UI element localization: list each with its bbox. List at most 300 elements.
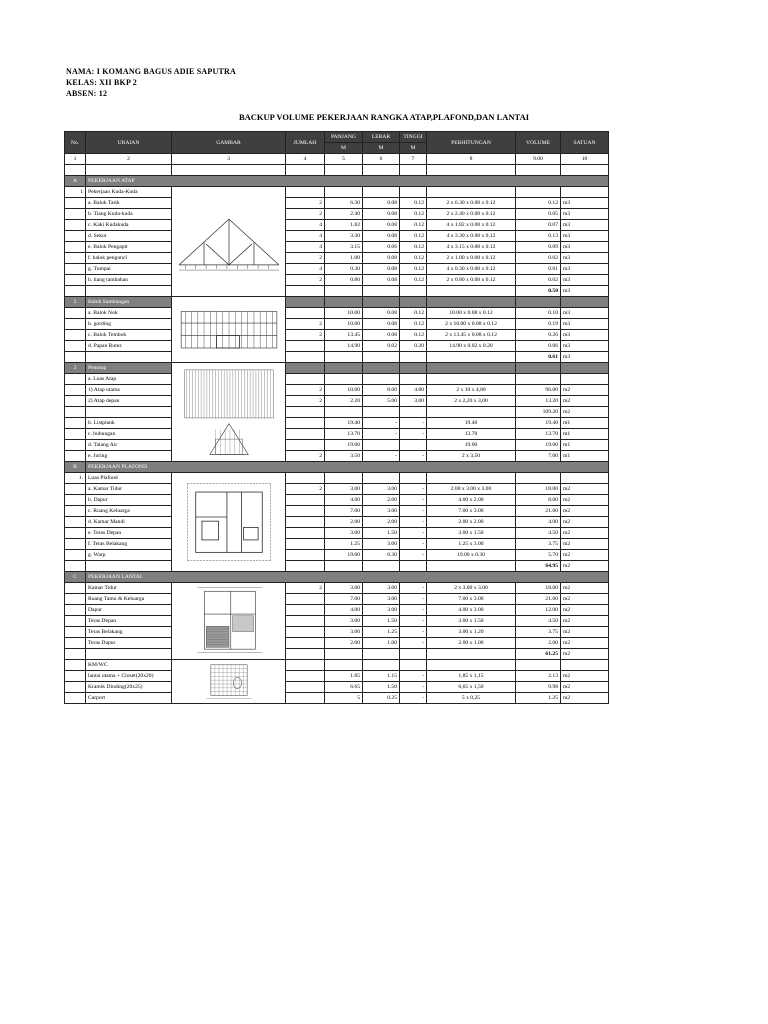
table-row — [65, 374, 609, 385]
row-volume: 18.00 — [516, 583, 561, 594]
row-satuan: m3 — [561, 253, 609, 264]
row-jumlah: 2 — [286, 385, 325, 396]
row-lebar: 1.50 — [363, 616, 400, 627]
table-row — [65, 264, 609, 275]
row-satuan: m3 — [561, 330, 609, 341]
row-no — [65, 418, 86, 429]
row-lebar: 8.00 — [363, 385, 400, 396]
row-satuan: m3 — [561, 242, 609, 253]
row-volume: 4.00 — [516, 517, 561, 528]
row-no — [65, 517, 86, 528]
row-jumlah — [286, 528, 325, 539]
empty-cell — [400, 187, 427, 198]
row-lebar: 0.08 — [363, 319, 400, 330]
subtotal-row — [65, 286, 609, 297]
row-tinggi: 0.20 — [400, 341, 427, 352]
empty-cell — [561, 165, 609, 176]
row-no — [65, 275, 86, 286]
row-panjang: 3.15 — [325, 242, 363, 253]
row-uraian: b. gording — [86, 319, 172, 330]
row-tinggi: - — [400, 638, 427, 649]
row-lebar: 1.50 — [363, 682, 400, 693]
row-jumlah — [286, 418, 325, 429]
row-perhitungan: 19.00 — [427, 440, 516, 451]
row-satuan: m1 — [561, 418, 609, 429]
table-row — [65, 418, 609, 429]
col-number: 10 — [561, 154, 609, 165]
row-lebar: 3.00 — [363, 484, 400, 495]
row-lebar: 0.08 — [363, 253, 400, 264]
empty-cell — [325, 286, 363, 297]
row-jumlah — [286, 638, 325, 649]
row-uraian: lantai utama + Closet(20x20) — [86, 671, 172, 682]
row-satuan — [561, 660, 609, 671]
row-tinggi: 0.12 — [400, 330, 427, 341]
row-no — [65, 605, 86, 616]
row-tinggi: 0.12 — [400, 209, 427, 220]
row-perhitungan: 7.00 x 3.00 — [427, 594, 516, 605]
row-lebar: 0.02 — [363, 341, 400, 352]
table-row — [65, 429, 609, 440]
row-volume: 0.01 — [516, 264, 561, 275]
row-no — [65, 374, 86, 385]
row-satuan: m3 — [561, 319, 609, 330]
row-perhitungan: 2 x 2.40 x 0.08 x 0.12 — [427, 209, 516, 220]
empty-cell — [516, 473, 561, 484]
empty-cell — [325, 165, 363, 176]
row-tinggi: 0.12 — [400, 253, 427, 264]
table-row — [65, 341, 609, 352]
row-jumlah — [286, 407, 325, 418]
row-perhitungan: 13.70 — [427, 429, 516, 440]
row-tinggi: - — [400, 671, 427, 682]
row-uraian: c. bubungan — [86, 429, 172, 440]
row-volume: 5.70 — [516, 550, 561, 561]
row-perhitungan: 19.00 x 0.30 — [427, 550, 516, 561]
row-panjang: 6.30 — [325, 198, 363, 209]
header-perhitungan: PERHITUNGAN — [427, 132, 516, 154]
row-jumlah: 2 — [286, 484, 325, 495]
row-satuan: m2 — [561, 638, 609, 649]
row-volume: 0.13 — [516, 231, 561, 242]
section-code: B — [65, 462, 86, 473]
row-uraian: b. Dapur — [86, 495, 172, 506]
row-perhitungan: 6,65 x 1,50 — [427, 682, 516, 693]
row-uraian: Carport — [86, 693, 172, 704]
col-number: 5 — [325, 154, 363, 165]
empty-cell — [400, 297, 427, 308]
table-row — [65, 550, 609, 561]
row-uraian: b. Listplank — [86, 418, 172, 429]
group-label: Balok Sambungan — [86, 297, 172, 308]
empty-cell — [427, 286, 516, 297]
row-tinggi: - — [400, 517, 427, 528]
row-panjang: 19.40 — [325, 418, 363, 429]
group-no: 3 — [65, 363, 86, 374]
row-volume — [516, 660, 561, 671]
row-satuan: m2 — [561, 539, 609, 550]
row-satuan: m2 — [561, 385, 609, 396]
row-perhitungan: 3.00 x 1.50 — [427, 528, 516, 539]
subtotal-satuan: m3 — [561, 352, 609, 363]
row-uraian: Teras Depan — [86, 616, 172, 627]
row-tinggi: 0.12 — [400, 231, 427, 242]
row-volume: 0.19 — [516, 319, 561, 330]
row-panjang: 3.00 — [325, 484, 363, 495]
row-uraian: Kramik Dinding(20x25) — [86, 682, 172, 693]
row-panjang: 7.00 — [325, 506, 363, 517]
row-perhitungan: 3.00 x 1.20 — [427, 627, 516, 638]
subtotal-row — [65, 561, 609, 572]
row-tinggi: - — [400, 682, 427, 693]
row-volume: 1.25 — [516, 693, 561, 704]
row-lebar: 0.08 — [363, 330, 400, 341]
row-panjang: 1.25 — [325, 539, 363, 550]
empty-cell — [286, 649, 325, 660]
empty-cell — [427, 649, 516, 660]
header-lebar: LEBAR — [363, 132, 400, 143]
empty-cell — [65, 352, 86, 363]
row-satuan: m2 — [561, 396, 609, 407]
row-jumlah — [286, 341, 325, 352]
row-panjang: 3.00 — [325, 627, 363, 638]
table-row — [65, 330, 609, 341]
row-lebar: 0.08 — [363, 220, 400, 231]
row-jumlah: 4 — [286, 220, 325, 231]
row-panjang: 10.00 — [325, 308, 363, 319]
row-satuan: m2 — [561, 671, 609, 682]
row-lebar: 0.08 — [363, 209, 400, 220]
header-unit-tinggi: M — [400, 143, 427, 154]
row-lebar: 0.06 — [363, 242, 400, 253]
row-uraian: a. Kamar Tidur — [86, 484, 172, 495]
row-perhitungan: 2 x 1.00 x 0.08 x 0.12 — [427, 253, 516, 264]
row-satuan: m3 — [561, 341, 609, 352]
empty-cell — [286, 165, 325, 176]
row-volume: 0.06 — [516, 341, 561, 352]
empty-cell — [325, 363, 363, 374]
row-satuan: m2 — [561, 616, 609, 627]
row-uraian: c. Balok Tembok — [86, 330, 172, 341]
row-tinggi — [400, 660, 427, 671]
empty-cell — [516, 297, 561, 308]
row-tinggi: 0.12 — [400, 308, 427, 319]
row-volume: 0.07 — [516, 220, 561, 231]
row-lebar: 1.25 — [363, 627, 400, 638]
table-row — [65, 440, 609, 451]
row-satuan: m2 — [561, 517, 609, 528]
table-row — [65, 275, 609, 286]
row-panjang: 2.00 — [325, 638, 363, 649]
table-row — [65, 605, 609, 616]
row-no — [65, 660, 86, 671]
row-volume: 3.75 — [516, 627, 561, 638]
row-uraian: 2) Atap depan — [86, 396, 172, 407]
col-number: 8 — [427, 154, 516, 165]
subtotal-satuan: m2 — [561, 649, 609, 660]
row-panjang: 10.00 — [325, 385, 363, 396]
table-row — [65, 385, 609, 396]
empty-cell — [363, 363, 400, 374]
floor-plan-drawing — [172, 583, 286, 660]
group-header — [65, 473, 609, 484]
row-perhitungan: 4.00 x 2.00 — [427, 495, 516, 506]
row-satuan: m1 — [561, 429, 609, 440]
row-tinggi: - — [400, 418, 427, 429]
empty-cell — [400, 286, 427, 297]
row-tinggi: - — [400, 627, 427, 638]
row-tinggi: 0.12 — [400, 220, 427, 231]
row-panjang: 13.70 — [325, 429, 363, 440]
empty-cell — [65, 561, 86, 572]
subtotal-volume: 64.95 — [516, 561, 561, 572]
row-lebar: 1.00 — [363, 638, 400, 649]
row-lebar — [363, 407, 400, 418]
row-satuan: m3 — [561, 275, 609, 286]
empty-cell — [400, 352, 427, 363]
row-panjang: 3.50 — [325, 451, 363, 462]
row-no — [65, 506, 86, 517]
row-perhitungan: 4 x 0.30 x 0.08 x 0.12 — [427, 264, 516, 275]
row-perhitungan — [427, 660, 516, 671]
row-tinggi: - — [400, 605, 427, 616]
empty-cell — [86, 561, 172, 572]
row-jumlah: 2 — [286, 275, 325, 286]
table-row — [65, 528, 609, 539]
row-perhitungan: 2 x 2,20 x 3,00 — [427, 396, 516, 407]
row-jumlah — [286, 550, 325, 561]
row-jumlah: 4 — [286, 231, 325, 242]
table-row — [65, 627, 609, 638]
row-uraian: e. Teras Depan — [86, 528, 172, 539]
empty-cell — [400, 649, 427, 660]
student-name: NAMA: I KOMANG BAGUS ADIE SAPUTRA — [66, 67, 236, 76]
row-satuan: m2 — [561, 594, 609, 605]
row-jumlah — [286, 539, 325, 550]
row-lebar: 0.25 — [363, 693, 400, 704]
table-row — [65, 407, 609, 418]
row-perhitungan: 7.00 x 3.00 — [427, 506, 516, 517]
empty-cell — [561, 297, 609, 308]
col-number: 1 — [65, 154, 86, 165]
row-volume: 0.02 — [516, 275, 561, 286]
row-panjang: 13.45 — [325, 330, 363, 341]
row-satuan: m1 — [561, 440, 609, 451]
row-tinggi: - — [400, 528, 427, 539]
header-unit-panjang: M — [325, 143, 363, 154]
empty-cell — [286, 352, 325, 363]
row-no — [65, 253, 86, 264]
col-number: 3 — [172, 154, 286, 165]
row-uraian: d. Talang Air — [86, 440, 172, 451]
row-panjang: 14.90 — [325, 341, 363, 352]
row-satuan: m3 — [561, 264, 609, 275]
row-perhitungan — [427, 374, 516, 385]
empty-cell — [427, 297, 516, 308]
row-jumlah — [286, 693, 325, 704]
table-row — [65, 495, 609, 506]
empty-cell — [286, 187, 325, 198]
row-panjang: 3.00 — [325, 616, 363, 627]
spacer-row — [65, 165, 609, 176]
row-satuan — [561, 374, 609, 385]
header-satuan: SATUAN — [561, 132, 609, 154]
empty-cell — [286, 363, 325, 374]
row-panjang: 5 — [325, 693, 363, 704]
row-no — [65, 539, 86, 550]
empty-cell — [65, 286, 86, 297]
row-tinggi: - — [400, 451, 427, 462]
row-no — [65, 638, 86, 649]
row-uraian: Teras Dapur — [86, 638, 172, 649]
row-satuan: m2 — [561, 506, 609, 517]
row-panjang: 1.85 — [325, 671, 363, 682]
table-row — [65, 319, 609, 330]
row-panjang: 4.00 — [325, 605, 363, 616]
row-lebar: 1.50 — [363, 528, 400, 539]
subtotal-volume: 0.61 — [516, 352, 561, 363]
table-row — [65, 682, 609, 693]
row-satuan: m2 — [561, 528, 609, 539]
row-uraian: g. Warp — [86, 550, 172, 561]
table-row — [65, 693, 609, 704]
empty-cell — [561, 187, 609, 198]
table-row — [65, 451, 609, 462]
row-tinggi: - — [400, 539, 427, 550]
row-panjang: 2.20 — [325, 396, 363, 407]
row-uraian: a. Balok Tarik — [86, 198, 172, 209]
row-jumlah: 2 — [286, 583, 325, 594]
group-header — [65, 363, 609, 374]
row-perhitungan: 14.90 x 0.02 x 0.20 — [427, 341, 516, 352]
row-panjang: 0.30 — [325, 264, 363, 275]
subtotal-satuan: m2 — [561, 561, 609, 572]
table-row — [65, 616, 609, 627]
bathroom-plan-drawing — [172, 660, 286, 704]
row-lebar: 0.30 — [363, 550, 400, 561]
empty-cell — [65, 165, 86, 176]
row-jumlah — [286, 671, 325, 682]
row-tinggi: - — [400, 616, 427, 627]
row-no — [65, 264, 86, 275]
row-lebar: 0.08 — [363, 198, 400, 209]
row-uraian: d. Papan Rutez — [86, 341, 172, 352]
empty-cell — [86, 165, 172, 176]
row-volume: 13.20 — [516, 396, 561, 407]
row-lebar: 3.00 — [363, 539, 400, 550]
row-lebar: 3.00 — [363, 594, 400, 605]
row-lebar: 0.08 — [363, 231, 400, 242]
row-no — [65, 319, 86, 330]
row-perhitungan: 10.00 x 0.08 x 0.12 — [427, 308, 516, 319]
empty-cell — [427, 187, 516, 198]
row-jumlah: 2 — [286, 319, 325, 330]
section-name: PEKERJAAN ATAP — [86, 176, 609, 187]
row-jumlah — [286, 495, 325, 506]
row-jumlah — [286, 429, 325, 440]
row-perhitungan: 2 x 10 x 4,80 — [427, 385, 516, 396]
row-lebar: 5.00 — [363, 396, 400, 407]
row-uraian: c. Kaki Kudakuda — [86, 220, 172, 231]
row-perhitungan: 4 x 3.30 x 0.08 x 0.12 — [427, 231, 516, 242]
table-row — [65, 506, 609, 517]
row-lebar: 3.00 — [363, 605, 400, 616]
row-uraian: b. Tiang Kuda-kuda — [86, 209, 172, 220]
row-jumlah — [286, 616, 325, 627]
row-volume: 0.26 — [516, 330, 561, 341]
section-header — [65, 462, 609, 473]
row-no — [65, 693, 86, 704]
row-lebar: 0.08 — [363, 308, 400, 319]
row-satuan: m2 — [561, 495, 609, 506]
row-uraian: f. Teras Belakang — [86, 539, 172, 550]
row-tinggi: - — [400, 495, 427, 506]
col-number: 6 — [363, 154, 400, 165]
empty-cell — [325, 352, 363, 363]
row-no — [65, 550, 86, 561]
empty-cell — [325, 649, 363, 660]
row-jumlah — [286, 682, 325, 693]
volume-table — [64, 131, 609, 704]
row-panjang: 19.00 — [325, 550, 363, 561]
row-panjang: 2.00 — [325, 517, 363, 528]
subtotal-volume: 61.25 — [516, 649, 561, 660]
row-perhitungan: 2 x 10.00 x 0.08 x 0.12 — [427, 319, 516, 330]
empty-cell — [400, 165, 427, 176]
row-volume: 0.05 — [516, 209, 561, 220]
row-uraian: a. Balok Nok — [86, 308, 172, 319]
row-volume: 0.12 — [516, 198, 561, 209]
row-panjang: 4.00 — [325, 495, 363, 506]
row-lebar: 3.00 — [363, 506, 400, 517]
section-header — [65, 572, 609, 583]
empty-cell — [427, 363, 516, 374]
table-row — [65, 231, 609, 242]
row-jumlah — [286, 605, 325, 616]
row-no — [65, 440, 86, 451]
table-row — [65, 671, 609, 682]
row-perhitungan: 2 x 3,50 — [427, 451, 516, 462]
subtotal-row — [65, 649, 609, 660]
row-perhitungan: 4 x 3.15 x 0.08 x 0.12 — [427, 242, 516, 253]
row-perhitungan: 1.25 x 3.00 — [427, 539, 516, 550]
empty-cell — [325, 187, 363, 198]
row-jumlah — [286, 594, 325, 605]
table-row — [65, 220, 609, 231]
row-uraian: Kamar Tidur — [86, 583, 172, 594]
row-tinggi: - — [400, 429, 427, 440]
row-lebar: 2.00 — [363, 495, 400, 506]
row-tinggi: 0.12 — [400, 242, 427, 253]
header-unit-lebar: M — [363, 143, 400, 154]
ceiling-plan-drawing — [172, 473, 286, 572]
row-volume: 4.50 — [516, 528, 561, 539]
row-jumlah: 2 — [286, 451, 325, 462]
row-volume: 3.75 — [516, 539, 561, 550]
section-name: PEKERJAAN LANTAI — [86, 572, 609, 583]
row-tinggi: 0.12 — [400, 264, 427, 275]
row-perhitungan: 2.00 x 3.00 x 3.00 — [427, 484, 516, 495]
row-perhitungan: 5 x 0,25 — [427, 693, 516, 704]
row-volume: 9.98 — [516, 682, 561, 693]
empty-cell — [363, 561, 400, 572]
section-header — [65, 176, 609, 187]
row-satuan: m2 — [561, 682, 609, 693]
row-no — [65, 671, 86, 682]
row-uraian: 1) Atap utama — [86, 385, 172, 396]
header-no: No. — [65, 132, 86, 154]
row-uraian: f. balok penguncl — [86, 253, 172, 264]
